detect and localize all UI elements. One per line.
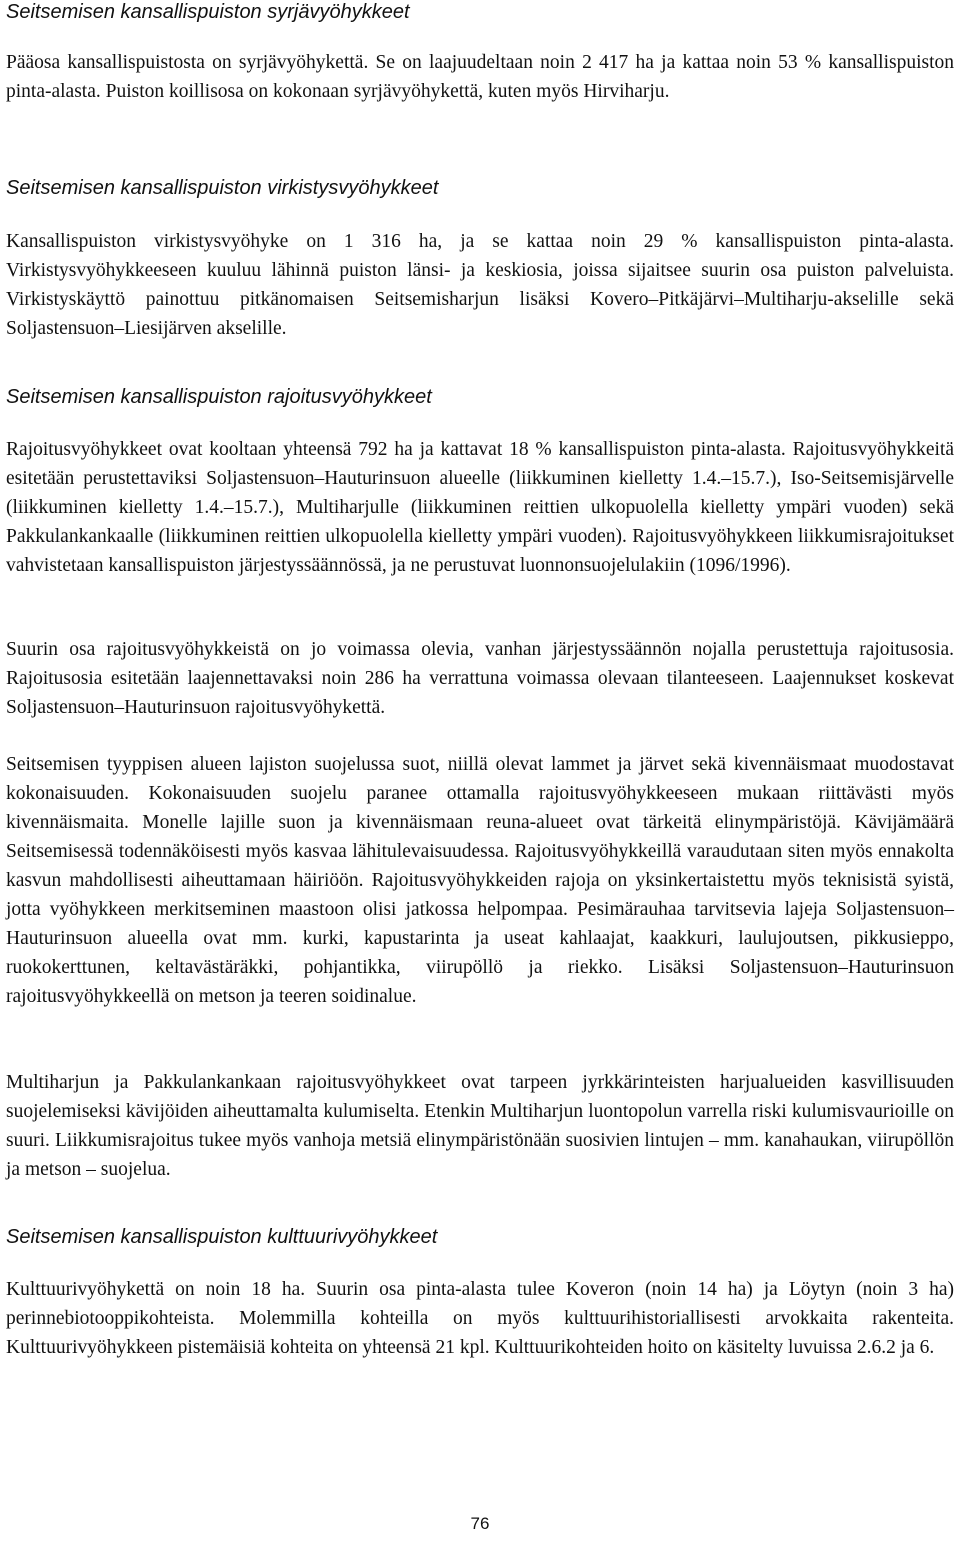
section-heading-kulttuurivyohykkeet: Seitsemisen kansallispuiston kulttuurivyöhykkeet <box>6 1226 438 1248</box>
section-heading-syrjavyohykkeet: Seitsemisen kansallispuiston syrjävyöhykkeet <box>6 1 410 23</box>
paragraph: Suurin osa rajoitusvyöhykkeistä on jo voimassa olevia, vanhan järjestyssäännön nojalla perustettuja rajoitusosia. Rajoitusosia esitetään laajennettavaksi noin 286 ha verrattuna voimassa olevaan tilanteeseen. Laajennukset koskevat Soljastensuon–Hauturinsuon rajoitusvyöhykettä. <box>6 639 954 718</box>
paragraph: Pääosa kansallispuistosta on syrjävyöhykettä. Se on laajuudeltaan noin 2 417 ha ja kattaa noin 53 % kansallispuiston pinta-alasta. Puiston koillisosa on kokonaan syrjävyöhykettä, kuten myös Hirviharju. <box>6 52 954 102</box>
page-number: 76 <box>470 1514 490 1533</box>
paragraph: Kulttuurivyöhykettä on noin 18 ha. Suurin osa pinta-alasta tulee Koveron (noin 14 ha) ja Löytyn (noin 3 ha) perinnebiotooppikohteista. Molemmilla kohteilla on myös kulttuurihistoriallisesti arvokkaita rakenteita. Kulttuurivyöhykkeen pistemäisiä kohteita on yhteensä 21 kpl. Kulttuurikohteiden hoito on käsitelty luvuissa 2.6.2 ja 6. <box>6 1279 954 1358</box>
paragraph: Rajoitusvyöhykkeet ovat kooltaan yhteensä 792 ha ja kattavat 18 % kansallispuiston pinta-alasta. Rajoitusvyöhykkeitä esitetään perustettaviksi Soljastensuon–Hauturinsuon alueelle (liikkuminen kielletty 1.4.–15.7.), Iso-Seitsemisjärvelle (liikkuminen kielletty 1.4.–15.7.), Multiharjulle (liikkuminen reittien ulkopuolella kielletty ympäri vuoden) sekä Pakkulankankaalle (liikkuminen reittien ulkopuolella kielletty ympäri vuoden). Rajoitusvyöhykkeen liikkumisrajoitukset vahvistetaan kansallispuiston järjestyssäännössä, ja ne perustuvat luonnonsuojelulakiin (1096/1996). <box>6 439 954 576</box>
paragraph: Seitsemisen tyyppisen alueen lajiston suojelussa suot, niillä olevat lammet ja järvet sekä kivennäismaat muodostavat kokonaisuuden. Kokonaisuuden suojelu paranee ottamalla rajoitusvyöhykkeeseen mukaan riittävästi myös kivennäismaita. Monelle lajille suon ja kivennäismaan reuna-alueet ovat tärkeitä elinympäristöjä. Kävijämäärä Seitsemisessä todennäköisesti myös kasvaa lähitulevaisuudessa. Rajoitusvyöhykkeillä varaudutaan siten myös ennakolta kasvun mahdollisesti aiheuttamaan häiriöön. Rajoitusvyöhykkeiden rajoja on yksinkertaistettu myös teknisistä syistä, jotta vyöhykkeen merkitseminen maastoon olisi jatkossa helpompaa. Pesimärauhaa tarvitsevia lajeja Soljastensuon–Hauturinsuon alueella ovat mm. kurki, kapustarinta ja useat kahlaajat, kaakkuri, laulujoutsen, pikkusieppo, ruokokerttunen, keltavästäräkki, pohjantikka, viirupöllö ja riekko. Lisäksi Soljastensuon–Hauturinsuon rajoitusvyöhykkeellä on metson ja teeren soidinalue. <box>6 754 954 1007</box>
section-heading-virkistysvyohykkeet: Seitsemisen kansallispuiston virkistysvyöhykkeet <box>6 177 439 199</box>
paragraph: Multiharjun ja Pakkulankankaan rajoitusvyöhykkeet ovat tarpeen jyrkkärinteisten harjualueiden kasvillisuuden suojelemiseksi kävijöiden aiheuttamalta kulumiselta. Etenkin Multiharjun luontopolun varrella riski kulumisvaurioille on suuri. Liikkumisrajoitus tukee myös vanhoja metsiä elinympäristönään suosivien lintujen – mm. kanahaukan, viirupöllön ja metson – suojelua. <box>6 1072 954 1180</box>
paragraph: Kansallispuiston virkistysvyöhyke on 1 316 ha, ja se kattaa noin 29 % kansallispuiston pinta-alasta. Virkistysvyöhykkeeseen kuuluu lähinnä puiston länsi- ja keskiosia, joissa sijaitsee suurin osa puiston palveluista. Virkistyskäyttö painottuu pitkänomaisen Seitsemisharjun lisäksi Kovero–Pitkäjärvi–Multiharju-akselille sekä Soljastensuon–Liesijärven akselille. <box>6 231 954 339</box>
section-heading-rajoitusvyohykkeet: Seitsemisen kansallispuiston rajoitusvyöhykkeet <box>6 386 432 408</box>
